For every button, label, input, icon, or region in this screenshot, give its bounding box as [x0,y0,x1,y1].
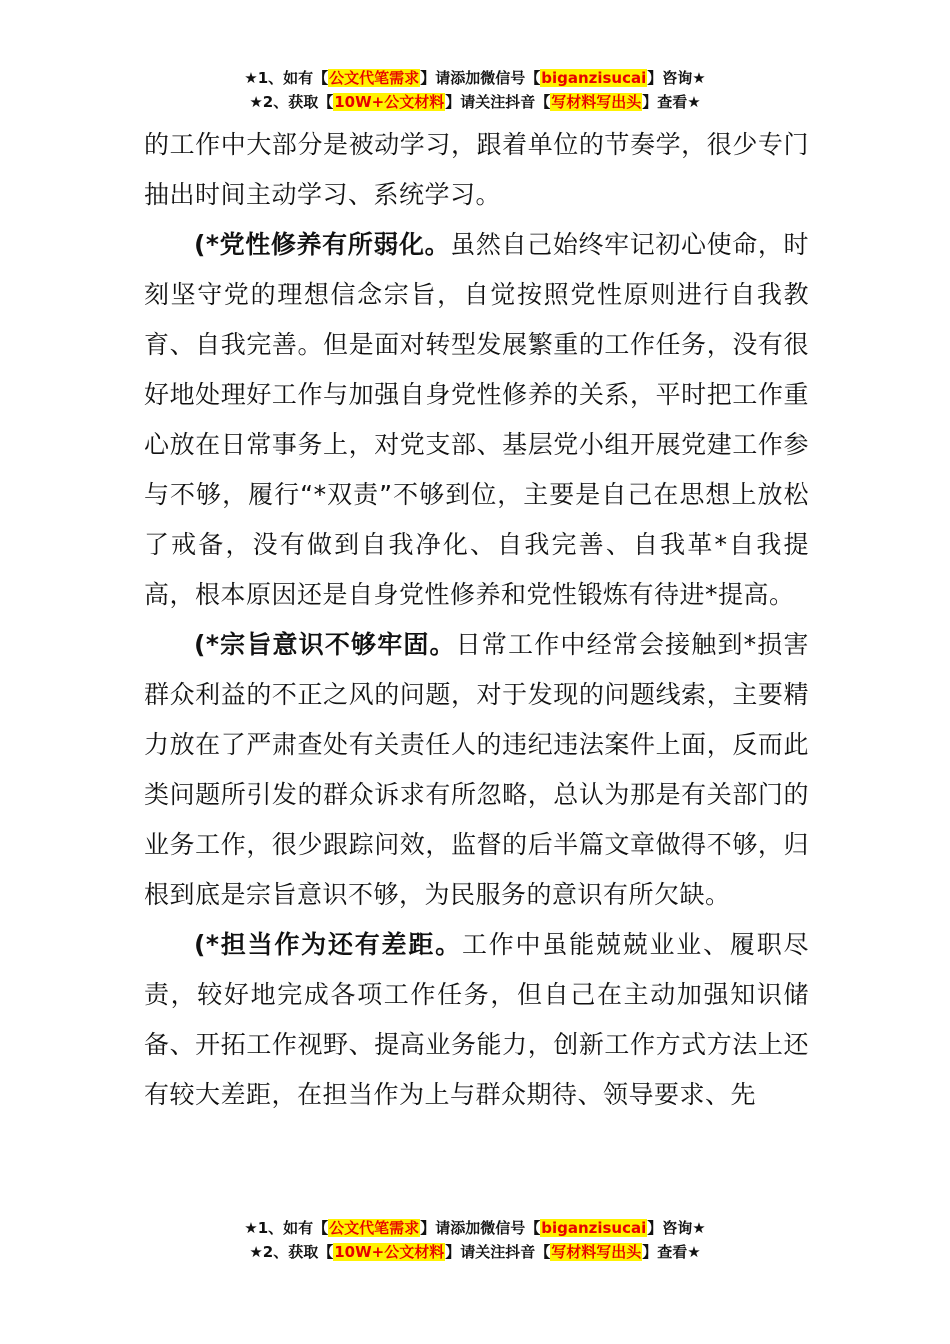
document-body [144,120,809,1120]
highlight-douyin-account: 写材料写出头 [551,93,642,111]
highlight-materials: 10W+公文材料 [334,1243,445,1261]
banner-line-2: ★2、获取【10W+公文材料】请关注抖音【写材料写出头】查看★ [249,1243,701,1261]
paragraph-heading: (*党性修养有所弱化。 [194,230,451,259]
highlight-materials: 10W+公文材料 [334,93,445,111]
header-banner [0,66,950,114]
highlight-writing-service: 公文代笔需求 [329,1219,420,1237]
highlight-writing-service: 公文代笔需求 [329,69,420,87]
footer-banner [0,1216,950,1264]
banner-line-1: ★1、如有【公文代笔需求】请添加微信号【biganzisucai】咨询★ [244,69,706,87]
paragraph-responsibility: (*担当作为还有差距。工作中虽能兢兢业业、履职尽责，较好地完成各项工作任务，但自己在主动加强知识储备、开拓工作视野、提高业务能力，创新工作方式方法上还有较大差距，在担当作为上与群众期待、领导要求、先 [144,930,809,1109]
paragraph-heading: (*宗旨意识不够牢固。 [194,630,456,659]
highlight-wechat-id: biganzisucai [541,69,647,87]
paragraph-purpose-awareness: (*宗旨意识不够牢固。日常工作中经常会接触到*损害群众利益的不正之风的问题，对于发现的问题线索，主要精力放在了严肃查处有关责任人的违纪违法案件上面，反而此类问题所引发的群众诉求有所忽略，总认为那是有关部门的业务工作，很少跟踪问效，监督的后半篇文章做得不够，归根到底是宗旨意识不够，为民服务的意识有所欠缺。 [144,630,809,909]
paragraph-party-spirit: (*党性修养有所弱化。虽然自己始终牢记初心使命，时刻坚守党的理想信念宗旨，自觉按照党性原则进行自我教育、自我完善。但是面对转型发展繁重的工作任务，没有很好地处理好工作与加强自身党性修养的关系，平时把工作重心放在日常事务上，对党支部、基层党小组开展党建工作参与不够，履行“*双责”不够到位，主要是自己在思想上放松了戒备，没有做到自我净化、自我完善、自我革*自我提高，根本原因还是自身党性修养和党性锻炼有待进*提高。 [144,230,809,609]
paragraph-continuation: 的工作中大部分是被动学习，跟着单位的节奏学，很少专门抽出时间主动学习、系统学习。 [144,130,809,209]
highlight-douyin-account: 写材料写出头 [551,1243,642,1261]
highlight-wechat-id: biganzisucai [541,1219,647,1237]
banner-line-1: ★1、如有【公文代笔需求】请添加微信号【biganzisucai】咨询★ [244,1219,706,1237]
banner-line-2: ★2、获取【10W+公文材料】请关注抖音【写材料写出头】查看★ [249,93,701,111]
paragraph-heading: (*担当作为还有差距。 [194,930,462,959]
